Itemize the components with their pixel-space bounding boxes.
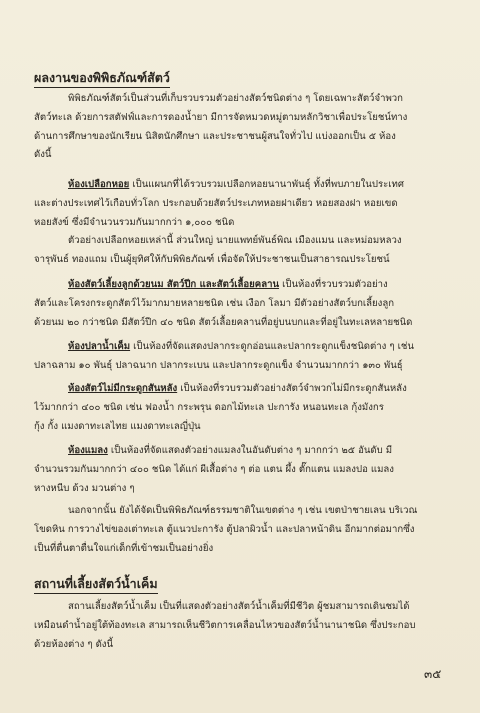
- text-line: ด้านการศึกษาของนักเรียน นิสิตนักศึกษา และประชาชนผู้สนใจทั่วไป แบ่งออกเป็น ๕ ห้อง: [34, 130, 396, 142]
- text-run: เป็นห้องที่จัดแสดงตัวอย่างแมลงในอันดับต่าง ๆ มากกว่า ๒๕ อันดับ มี: [110, 445, 393, 456]
- insect-room-paragraph: [34, 442, 448, 498]
- room-title: ห้องสัตว์เลี้ยงลูกด้วยนม สัตว์ปีก และสัตว์เลื้อยคลาน: [68, 279, 280, 290]
- text-line: หอยสังข์ ซึ่งมีจำนวนรวมกันมากกว่า ๑,๐๐๐ ชนิด: [34, 216, 235, 228]
- room-title: ห้องแมลง: [68, 445, 108, 456]
- text-line: หางหนีบ ด้วง มวนต่าง ๆ: [34, 482, 135, 494]
- text-line: นอกจากนั้น ยังได้จัดเป็นพิพิธภัณฑ์ธรรมชาติในเขตต่าง ๆ เช่น เขตป่าชายเลน บริเวณ: [68, 505, 418, 516]
- text-line: ด้วยห้องต่าง ๆ ดังนี้: [34, 638, 114, 650]
- text-run: เป็นห้องที่รวบรวมตัวอย่างสัตว์จำพวกไม่มีกระดูกสันหลัง: [180, 383, 407, 394]
- text-line: สัตว์และโครงกระดูกสัตว์ไว้มากมายหลายชนิด เช่น เงือก โลมา มีตัวอย่างสัตว์บกเลี้ยงลูก: [34, 297, 395, 309]
- section-heading-aquarium: สถานที่เลี้ยงสัตว์น้ำเค็ม: [34, 576, 158, 594]
- text-run: เป็นห้องที่รวบรวมตัวอย่าง: [282, 279, 388, 290]
- text-line: จารุพันธ์ ทองแถม เป็นผู้ยุทิศให้กับพิพิธภัณฑ์ เพื่อจัดให้ประชาชนเป็นสาธารณประโยชน์: [34, 254, 390, 266]
- mammal-room-paragraph: [34, 276, 448, 332]
- text-line: สัตว์ทะเล ด้วยการสตัฟฟ์และการดองน้ำยา มีการจัดหมวดหมู่ตามหลักวิชาเพื่อประโยชน์ทาง: [34, 111, 408, 123]
- section-heading-museum: ผลงานของพิพิธภัณฑ์สัตว์: [34, 70, 170, 88]
- fish-room-paragraph: [34, 338, 448, 376]
- room-title: ห้องเปลือกหอย: [68, 179, 130, 190]
- text-line: [34, 442, 448, 461]
- page-number: ๓๕: [424, 667, 442, 681]
- text-line: พิพิธภัณฑ์สัตว์เป็นส่วนที่เก็บรวบรวมตัวอย่างสัตว์ชนิดต่าง ๆ โดยเฉพาะสัตว์จำพวก: [68, 93, 403, 104]
- invertebrate-room-paragraph: [34, 380, 448, 436]
- museum-intro: [34, 90, 448, 165]
- text-line: ด้วยนม ๒๐ กว่าชนิด มีสัตว์ปีก ๔๐ ชนิด สัตว์เลื้อยคลานที่อยู่บนบกและที่อยู่ในทะเลหลายชนิด: [34, 316, 413, 328]
- text-line: เป็นที่ตื่นตาตื่นใจแก่เด็กที่เข้าชมเป็นอย่างยิ่ง: [34, 542, 214, 554]
- text-line: [34, 380, 448, 399]
- text-line: และต่างประเทศไว้เกือบทั่วโลก ประกอบด้วยสัตว์ประเภทหอยฝาเดียว หอยสองฝา หอยเขด: [34, 197, 398, 209]
- text-line: ปลาฉลาม ๑๐ พันธุ์ ปลาฉนาก ปลากระเบน และปลากระดูกแข็ง จำนวนมากกว่า ๑๓๐ พันธุ์: [34, 359, 403, 371]
- room-title: ห้องปลาน้ำเค็ม: [68, 341, 131, 352]
- text-line: โขดหิน การวางไข่ของเต่าทะเล ตู้แนวปะการัง ตู้ปลาผิวน้ำ และปลาหน้าดิน อีกมากต่อมากซึ่ง: [34, 523, 415, 535]
- shell-room-paragraph: [34, 176, 448, 270]
- text-line: เหมือนดำน้ำอยู่ใต้ท้องทะเล สามารถเห็นชีวิตการเคลื่อนไหวของสัตว์น้ำนานาชนิด ซึ่งประกอบ: [34, 619, 416, 631]
- text-line: จำนวนรวมกันมากกว่า ๔๐๐ ชนิด ได้แก่ ผีเสื้อต่าง ๆ ต่อ แตน ผึ้ง ตั๊กแตน แมลงปอ แมลง: [34, 463, 394, 475]
- nature-exhibit-paragraph: [34, 502, 448, 558]
- aquarium-paragraph: [34, 598, 448, 654]
- room-title: ห้องสัตว์ไม่มีกระดูกสันหลัง: [68, 383, 178, 394]
- text-line: ดังนี้: [34, 149, 52, 161]
- text-run: เป็นแผนกที่ได้รวบรวมเปลือกหอยนานาพันธุ์ ทั้งที่พบภายในประเทศ: [132, 179, 404, 190]
- text-line: กุ้ง กั้ง แมงดาทะเลไทย แมงดาทะเลญี่ปุ่น: [34, 420, 201, 432]
- text-line: สถานเลี้ยงสัตว์น้ำเค็ม เป็นที่แสดงตัวอย่างสัตว์น้ำเค็มที่มีชีวิต ผู้ชมสามารถเดินชมได้: [68, 601, 410, 612]
- text-line: [34, 176, 448, 195]
- text-line: ไว้มากกว่า ๔๐๐ ชนิด เช่น ฟองน้ำ กระพรุน ดอกไม้ทะเล ปะการัง หนอนทะเล กุ้งมังกร: [34, 401, 384, 413]
- text-line: [34, 276, 448, 295]
- text-line: [34, 338, 448, 357]
- text-run: เป็นห้องที่จัดแสดงปลากระดูกอ่อนและปลากระดูกแข็งชนิดต่าง ๆ เช่น: [133, 341, 414, 352]
- text-line: ตัวอย่างเปลือกหอยเหล่านี้ ส่วนใหญ่ นายแพทย์พันธ์พิณ เมืองแมน และหม่อมหลวง: [68, 235, 402, 247]
